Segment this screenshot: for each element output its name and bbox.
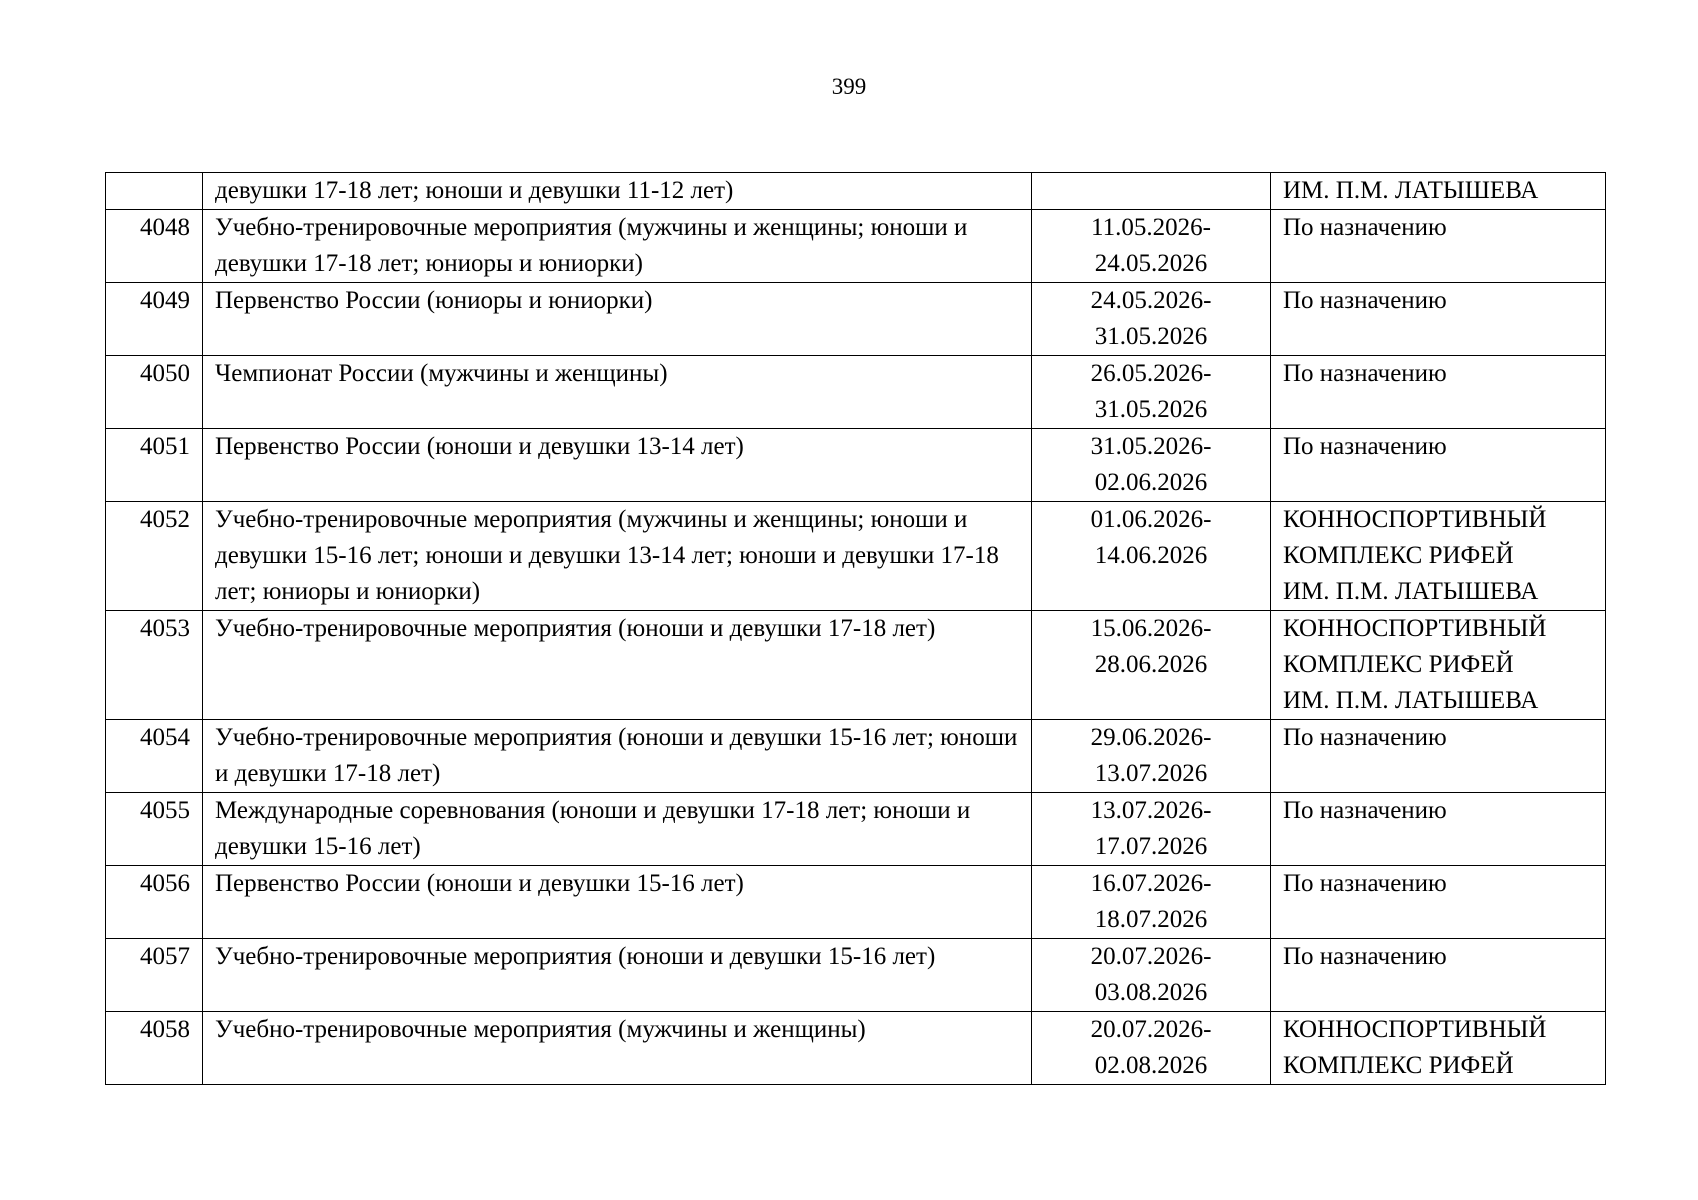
event-number: 4048	[106, 210, 203, 283]
event-dates	[1032, 173, 1271, 210]
event-place: По назначению	[1271, 793, 1606, 866]
event-number: 4056	[106, 866, 203, 939]
event-name: девушки 17-18 лет; юноши и девушки 11-12 лет)	[203, 173, 1032, 210]
event-number: 4054	[106, 720, 203, 793]
event-dates: 15.06.2026- 28.06.2026	[1032, 611, 1271, 720]
table-row	[106, 939, 1606, 1012]
table-row	[106, 720, 1606, 793]
event-place: По назначению	[1271, 210, 1606, 283]
event-name: Учебно-тренировочные мероприятия (мужчины и женщины; юноши и девушки 15-16 лет; юноши и девушки 13-14 лет; юноши и девушки 17-18 лет; юниоры и юниорки)	[203, 502, 1032, 611]
event-dates: 01.06.2026- 14.06.2026	[1032, 502, 1271, 611]
event-place: По назначению	[1271, 720, 1606, 793]
event-dates: 11.05.2026- 24.05.2026	[1032, 210, 1271, 283]
event-number: 4052	[106, 502, 203, 611]
event-number: 4049	[106, 283, 203, 356]
event-name: Первенство России (юноши и девушки 13-14 лет)	[203, 429, 1032, 502]
event-name: Учебно-тренировочные мероприятия (юноши и девушки 15-16 лет)	[203, 939, 1032, 1012]
event-dates: 13.07.2026- 17.07.2026	[1032, 793, 1271, 866]
table-row	[106, 173, 1606, 210]
event-dates: 20.07.2026- 02.08.2026	[1032, 1012, 1271, 1085]
event-number: 4055	[106, 793, 203, 866]
event-dates: 24.05.2026- 31.05.2026	[1032, 283, 1271, 356]
event-place: По назначению	[1271, 429, 1606, 502]
event-name: Международные соревнования (юноши и девушки 17-18 лет; юноши и девушки 15-16 лет)	[203, 793, 1032, 866]
event-number: 4057	[106, 939, 203, 1012]
table-row	[106, 866, 1606, 939]
table-row	[106, 429, 1606, 502]
table-row	[106, 1012, 1606, 1085]
event-place: КОННОСПОРТИВНЫЙ КОМПЛЕКС РИФЕЙ ИМ. П.М. ЛАТЫШЕВА	[1271, 611, 1606, 720]
event-place: По назначению	[1271, 866, 1606, 939]
event-dates: 29.06.2026- 13.07.2026	[1032, 720, 1271, 793]
event-number	[106, 173, 203, 210]
event-name: Первенство России (юноши и девушки 15-16 лет)	[203, 866, 1032, 939]
event-place: По назначению	[1271, 939, 1606, 1012]
table-row	[106, 502, 1606, 611]
event-place: КОННОСПОРТИВНЫЙ КОМПЛЕКС РИФЕЙ ИМ. П.М. ЛАТЫШЕВА	[1271, 502, 1606, 611]
event-dates: 16.07.2026- 18.07.2026	[1032, 866, 1271, 939]
event-number: 4058	[106, 1012, 203, 1085]
page-number: 399	[831, 74, 867, 99]
event-name: Чемпионат России (мужчины и женщины)	[203, 356, 1032, 429]
table-row	[106, 356, 1606, 429]
event-number: 4053	[106, 611, 203, 720]
event-place: По назначению	[1271, 356, 1606, 429]
table-row	[106, 793, 1606, 866]
event-dates: 20.07.2026- 03.08.2026	[1032, 939, 1271, 1012]
event-dates: 26.05.2026- 31.05.2026	[1032, 356, 1271, 429]
event-number: 4051	[106, 429, 203, 502]
event-name: Учебно-тренировочные мероприятия (мужчины и женщины)	[203, 1012, 1032, 1085]
event-number: 4050	[106, 356, 203, 429]
events-table	[105, 172, 1606, 1085]
event-name: Первенство России (юниоры и юниорки)	[203, 283, 1032, 356]
event-name: Учебно-тренировочные мероприятия (юноши и девушки 15-16 лет; юноши и девушки 17-18 лет)	[203, 720, 1032, 793]
event-name: Учебно-тренировочные мероприятия (юноши и девушки 17-18 лет)	[203, 611, 1032, 720]
event-dates: 31.05.2026- 02.06.2026	[1032, 429, 1271, 502]
event-place: По назначению	[1271, 283, 1606, 356]
table-row	[106, 283, 1606, 356]
event-name: Учебно-тренировочные мероприятия (мужчины и женщины; юноши и девушки 17-18 лет; юниоры и юниорки)	[203, 210, 1032, 283]
table-row	[106, 611, 1606, 720]
event-place: ИМ. П.М. ЛАТЫШЕВА	[1271, 173, 1606, 210]
event-place: КОННОСПОРТИВНЫЙ КОМПЛЕКС РИФЕЙ	[1271, 1012, 1606, 1085]
table-row	[106, 210, 1606, 283]
